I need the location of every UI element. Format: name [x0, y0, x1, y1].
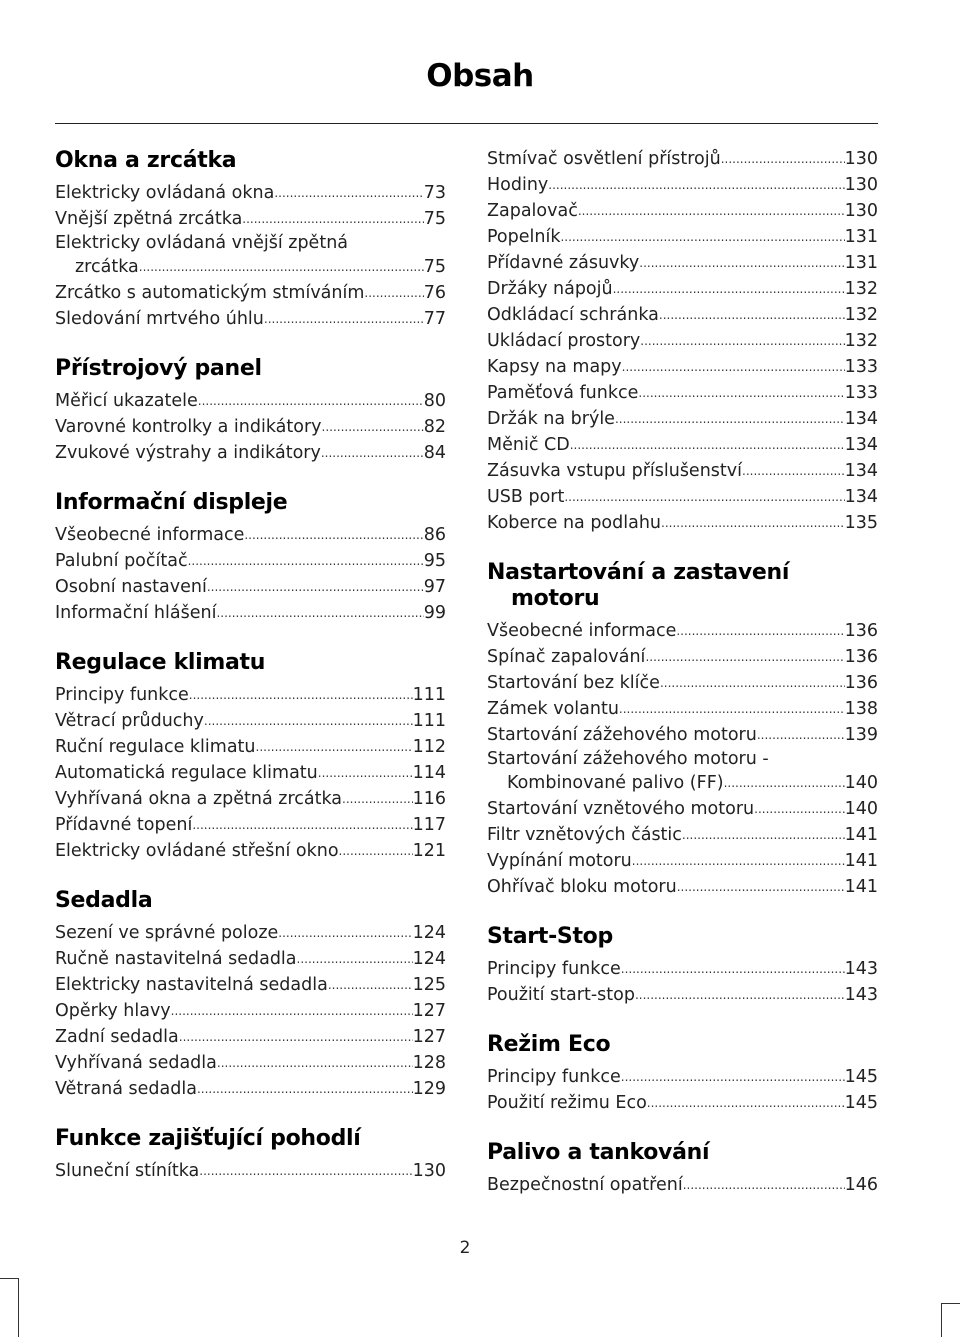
toc-entry[interactable]: [487, 172, 878, 198]
toc-entry-page: 135: [844, 513, 878, 533]
toc-section: [55, 140, 446, 332]
toc-entry-page: 111: [412, 711, 446, 731]
toc-entry[interactable]: [55, 812, 446, 838]
toc-entry-label: Přídavné topení: [55, 815, 193, 835]
section-heading-text: Funkce zajišťující pohodlí: [55, 1126, 361, 1151]
toc-entry[interactable]: [487, 770, 878, 796]
toc-entry-page: 130: [844, 175, 878, 195]
toc-entry[interactable]: [55, 414, 446, 440]
toc-entry-label: Měřicí ukazatele: [55, 391, 198, 411]
toc-section: [55, 642, 446, 864]
toc-entry[interactable]: [55, 1050, 446, 1076]
toc-entry[interactable]: [487, 380, 878, 406]
toc-entry-page: 131: [844, 253, 878, 273]
dot-leader: [179, 1027, 413, 1047]
toc-entry-page: 111: [412, 685, 446, 705]
toc-entry-label: Osobní nastavení: [55, 577, 207, 597]
toc-entry[interactable]: [487, 302, 878, 328]
toc-entry-page: 77: [423, 309, 446, 329]
toc-entry-label: Startování bez klíče: [487, 673, 660, 693]
toc-entry-page: 125: [412, 975, 446, 995]
toc-entry-page: 132: [844, 279, 878, 299]
toc-entry-page: 116: [412, 789, 446, 809]
toc-entry-page: 130: [412, 1161, 446, 1181]
toc-entry-page: 86: [423, 525, 446, 545]
toc-entry-label: Ručně nastavitelná sedadla: [55, 949, 297, 969]
section-heading-text: Palivo a tankování: [487, 1140, 710, 1165]
toc-entry-label: Popelník: [487, 227, 561, 247]
dot-leader: [189, 685, 413, 705]
toc-entry-page: 121: [412, 841, 446, 861]
toc-entry-page: 140: [844, 799, 878, 819]
toc-entry-label: zrcátka: [75, 257, 139, 277]
dot-leader: [659, 305, 845, 325]
toc-entry[interactable]: [55, 760, 446, 786]
dot-leader: [342, 789, 413, 809]
toc-entry[interactable]: [487, 510, 878, 536]
toc-entry[interactable]: [487, 982, 878, 1008]
toc-entry-multiline[interactable]: [55, 232, 446, 280]
toc-entry[interactable]: [55, 998, 446, 1024]
page-title: Obsah: [426, 58, 534, 94]
toc-entry-label: Zásuvka vstupu příslušenství: [487, 461, 742, 481]
dot-leader: [638, 383, 844, 403]
dot-leader: [244, 525, 423, 545]
dot-leader: [197, 1079, 413, 1099]
toc-entry[interactable]: [487, 224, 878, 250]
dot-leader: [564, 487, 844, 507]
toc-entry[interactable]: [487, 670, 878, 696]
dot-leader: [645, 647, 844, 667]
dot-leader: [328, 975, 413, 995]
toc-entry-label: Palubní počítač: [55, 551, 188, 571]
toc-section: [55, 348, 446, 466]
toc-entry[interactable]: [487, 796, 878, 822]
toc-entry-page: 112: [412, 737, 446, 757]
dot-leader: [278, 923, 412, 943]
section-heading: [487, 916, 878, 956]
toc-entry-page: 80: [423, 391, 446, 411]
toc-entry-page: 127: [412, 1027, 446, 1047]
crop-mark-bottom-right-vertical: [941, 1303, 942, 1337]
toc-entry-page: 143: [844, 985, 878, 1005]
toc-entry-page: 141: [844, 851, 878, 871]
toc-entry[interactable]: [487, 250, 878, 276]
toc-entry-label: Vnější zpětná zrcátka: [55, 209, 243, 229]
toc-entry[interactable]: [55, 574, 446, 600]
toc-entry-label: Všeobecné informace: [55, 525, 245, 545]
toc-entry[interactable]: [55, 920, 446, 946]
toc-section: [55, 880, 446, 1102]
toc-entry-label: Zadní sedadla: [55, 1027, 179, 1047]
toc-entry[interactable]: [55, 388, 446, 414]
toc-entry-page: 130: [844, 149, 878, 169]
toc-entry[interactable]: [55, 306, 446, 332]
toc-entry[interactable]: [487, 432, 878, 458]
toc-entry[interactable]: [487, 1064, 878, 1090]
toc-entry[interactable]: [487, 822, 878, 848]
toc-entry-page: 76: [423, 283, 446, 303]
toc-left-column: [55, 140, 446, 1200]
toc-entry-label: Ohřívač bloku motoru: [487, 877, 677, 897]
section-heading: [55, 642, 446, 682]
dot-leader: [632, 851, 845, 871]
dot-leader: [635, 985, 845, 1005]
toc-entry-page: 136: [844, 621, 878, 641]
toc-entry-page: 75: [423, 257, 446, 277]
toc-entry-label: Vyhřívaná sedadla: [55, 1053, 217, 1073]
toc-entry[interactable]: [55, 1024, 446, 1050]
toc-entry-page: 97: [423, 577, 446, 597]
toc-entry-page: 129: [412, 1079, 446, 1099]
toc-entry[interactable]: [487, 1090, 878, 1116]
toc-entry-page: 139: [844, 725, 878, 745]
toc-entry[interactable]: [55, 708, 446, 734]
dot-leader: [171, 1001, 413, 1021]
toc-entry[interactable]: [55, 522, 446, 548]
dot-leader: [199, 1161, 412, 1181]
toc-entry[interactable]: [487, 484, 878, 510]
toc-entry-label: Opěrky hlavy: [55, 1001, 171, 1021]
toc-entry[interactable]: [55, 206, 446, 232]
toc-entry-label: Větrací průduchy: [55, 711, 204, 731]
toc-entry[interactable]: [487, 618, 878, 644]
toc-entry-label: Kombinované palivo (FF): [507, 773, 724, 793]
dot-leader: [139, 257, 424, 277]
toc-entry-label: Ruční regulace klimatu: [55, 737, 256, 757]
toc-entry-page: 143: [844, 959, 878, 979]
toc-entry-page: 134: [844, 487, 878, 507]
toc-entry[interactable]: [55, 734, 446, 760]
dot-leader: [192, 815, 412, 835]
dot-leader: [339, 841, 413, 861]
toc-entry[interactable]: [55, 972, 446, 998]
dot-leader: [570, 435, 845, 455]
section-heading: [487, 1024, 878, 1064]
section-heading-text: Nastartování a zastavení: [487, 560, 790, 585]
toc-entry-label: Držák na brýle: [487, 409, 615, 429]
toc-entry-label: Držáky nápojů: [487, 279, 613, 299]
dot-leader: [619, 699, 845, 719]
toc-entry-page: 99: [423, 603, 446, 623]
toc-entry-label: Použití start-stop: [487, 985, 635, 1005]
toc-entry-label: Startování zážehového motoru -: [487, 749, 769, 769]
toc-entry-multiline[interactable]: [487, 748, 878, 796]
toc-entry-page: 132: [844, 305, 878, 325]
toc-entry-label: Ukládací prostory: [487, 331, 641, 351]
toc-entry-label: Principy funkce: [487, 959, 621, 979]
toc-entry-label: Koberce na podlahu: [487, 513, 662, 533]
toc-entry-page: 131: [844, 227, 878, 247]
toc-entry-label: Paměťová funkce: [487, 383, 639, 403]
toc-entry-page: 130: [844, 201, 878, 221]
toc-entry-page: 145: [844, 1093, 878, 1113]
dot-leader: [204, 711, 413, 731]
toc-entry-label: Hodiny: [487, 175, 549, 195]
toc-entry-label: Zapalovač: [487, 201, 578, 221]
toc-entry[interactable]: [55, 254, 446, 280]
section-heading: [487, 1132, 878, 1172]
dot-leader: [198, 391, 424, 411]
dot-leader: [188, 551, 424, 571]
toc-entry[interactable]: [55, 946, 446, 972]
toc-entry-label: Sledování mrtvého úhlu: [55, 309, 264, 329]
toc-entry[interactable]: [487, 276, 878, 302]
toc-entry-page: 124: [412, 949, 446, 969]
toc-entry[interactable]: [55, 1158, 446, 1184]
toc-entry-label: Stmívač osvětlení přístrojů: [487, 149, 721, 169]
dot-leader: [274, 183, 423, 203]
section-heading-text: Sedadla: [55, 888, 153, 913]
toc-entry-page: 134: [844, 409, 878, 429]
toc-entry-label: Elektricky ovládaná vnější zpětná: [55, 233, 349, 253]
dot-leader: [683, 1175, 845, 1195]
crop-mark-bottom-right-horizontal: [941, 1303, 960, 1304]
toc-entry-label: Principy funkce: [487, 1067, 621, 1087]
dot-leader: [724, 773, 845, 793]
dot-leader: [321, 443, 424, 463]
toc-entry-page: 140: [844, 773, 878, 793]
toc-entry[interactable]: [487, 696, 878, 722]
toc-entry-page: 145: [844, 1067, 878, 1087]
dot-leader: [207, 577, 424, 597]
toc-entry[interactable]: [55, 280, 446, 306]
toc-entry-page: 95: [423, 551, 446, 571]
toc-section: [487, 1024, 878, 1116]
toc-entry-label: Spínač zapalování: [487, 647, 646, 667]
section-heading: [55, 1118, 446, 1158]
toc-entry[interactable]: [55, 548, 446, 574]
toc-entry-label: Principy funkce: [55, 685, 189, 705]
toc-entry[interactable]: [487, 956, 878, 982]
toc-entry-page: 136: [844, 673, 878, 693]
toc-entry-label: Kapsy na mapy: [487, 357, 622, 377]
dot-leader: [318, 763, 413, 783]
dot-leader: [742, 461, 845, 481]
dot-leader: [661, 513, 845, 533]
dot-leader: [297, 949, 413, 969]
dot-leader: [256, 737, 413, 757]
toc-entry-label: Měnič CD: [487, 435, 570, 455]
toc-entry[interactable]: [487, 198, 878, 224]
section-heading-text: Informační displeje: [55, 490, 288, 515]
toc-entry-page: 127: [412, 1001, 446, 1021]
toc-entry[interactable]: [487, 1172, 878, 1198]
toc-entry-label: USB port: [487, 487, 565, 507]
dot-leader: [677, 877, 845, 897]
toc-entry-page: 124: [412, 923, 446, 943]
toc-entry-label: Sluneční stínítka: [55, 1161, 200, 1181]
toc-entry[interactable]: [487, 328, 878, 354]
dot-leader: [682, 825, 845, 845]
toc-entry-label: Sezení ve správné poloze: [55, 923, 279, 943]
dot-leader: [621, 1067, 845, 1087]
dot-leader: [676, 621, 844, 641]
toc-entry-label: Vyhřívaná okna a zpětná zrcátka: [55, 789, 343, 809]
section-heading-continuation: motoru: [511, 586, 600, 611]
toc-entry-page: 84: [423, 443, 446, 463]
toc-entry-label: Elektricky nastavitelná sedadla: [55, 975, 328, 995]
toc-entry[interactable]: [55, 1076, 446, 1102]
toc-entry-label: Startování vznětového motoru: [487, 799, 755, 819]
dot-leader: [615, 409, 845, 429]
toc-section: [487, 552, 878, 900]
dot-leader: [560, 227, 844, 247]
section-heading: [55, 348, 446, 388]
toc-entry-label: Automatická regulace klimatu: [55, 763, 318, 783]
toc-entry-page: 136: [844, 647, 878, 667]
toc-entry-page: 134: [844, 461, 878, 481]
toc-entry[interactable]: [487, 874, 878, 900]
section-heading-text: Start-Stop: [487, 924, 613, 949]
section-heading-text: Přístrojový panel: [55, 356, 262, 381]
toc-entry-label: Použití režimu Eco: [487, 1093, 647, 1113]
toc-entry-page: 117: [412, 815, 446, 835]
toc-entry[interactable]: [55, 786, 446, 812]
toc-entry[interactable]: [55, 180, 446, 206]
dot-leader: [264, 309, 424, 329]
section-heading: [55, 140, 446, 180]
toc-entry-label: Odkládací schránka: [487, 305, 659, 325]
toc-section: [55, 482, 446, 626]
toc-entry[interactable]: [487, 722, 878, 748]
toc-entry-page: 75: [423, 209, 446, 229]
toc-entry-label: Elektricky ovládané střešní okno: [55, 841, 339, 861]
toc-right-column: [487, 140, 878, 1214]
dot-leader: [660, 673, 845, 693]
dot-leader: [216, 603, 423, 623]
toc-entry-page: 132: [844, 331, 878, 351]
dot-leader: [578, 201, 845, 221]
toc-entry-page: 133: [844, 383, 878, 403]
toc-entry[interactable]: [55, 600, 446, 626]
toc-entry-label: Filtr vznětových částic: [487, 825, 682, 845]
toc-entry[interactable]: [55, 838, 446, 864]
toc-entry-label: Startování zážehového motoru: [487, 725, 757, 745]
section-heading: [487, 552, 878, 618]
toc-entry-label: Varovné kontrolky a indikátory: [55, 417, 322, 437]
dot-leader: [548, 175, 844, 195]
toc-section: [55, 1118, 446, 1184]
toc-entry-label: Vypínání motoru: [487, 851, 632, 871]
toc-entry-page: 141: [844, 877, 878, 897]
toc-entry[interactable]: [487, 458, 878, 484]
toc-section: [487, 1132, 878, 1198]
toc-entry-page: 134: [844, 435, 878, 455]
toc-entry-label: Informační hlášení: [55, 603, 217, 623]
page-number: 2: [459, 1238, 471, 1258]
section-heading-text: Režim Eco: [487, 1032, 611, 1057]
crop-mark-bottom-left-horizontal: [0, 1278, 19, 1279]
dot-leader: [721, 149, 845, 169]
dot-leader: [217, 1053, 413, 1073]
toc-entry-label: Větraná sedadla: [55, 1079, 197, 1099]
toc-entry-page: 146: [844, 1175, 878, 1195]
toc-entry-label: Zvukové výstrahy a indikátory: [55, 443, 321, 463]
section-heading: [55, 880, 446, 920]
toc-entry[interactable]: [487, 354, 878, 380]
toc-entry[interactable]: [55, 440, 446, 466]
toc-section: [487, 140, 878, 536]
section-heading-text: Regulace klimatu: [55, 650, 266, 675]
dot-leader: [754, 799, 844, 819]
dot-leader: [639, 253, 844, 273]
toc-entry-page: 114: [412, 763, 446, 783]
toc-section: [487, 916, 878, 1008]
dot-leader: [647, 1093, 845, 1113]
dot-leader: [364, 283, 423, 303]
toc-entry-page: 141: [844, 825, 878, 845]
toc-entry-label: Zrcátko s automatickým stmíváním: [55, 283, 365, 303]
header-divider: [55, 123, 878, 124]
toc-entry-label: Všeobecné informace: [487, 621, 677, 641]
dot-leader: [621, 959, 845, 979]
dot-leader: [757, 725, 845, 745]
toc-entry-page: 82: [423, 417, 446, 437]
toc-entry[interactable]: [487, 406, 878, 432]
toc-entry[interactable]: [487, 848, 878, 874]
toc-entry-page: 133: [844, 357, 878, 377]
dot-leader: [613, 279, 845, 299]
toc-entry-page: 128: [412, 1053, 446, 1073]
dot-leader: [242, 209, 423, 229]
toc-entry[interactable]: [55, 682, 446, 708]
crop-mark-bottom-left-vertical: [18, 1278, 19, 1337]
section-heading-text: Okna a zrcátka: [55, 148, 237, 173]
dot-leader: [622, 357, 845, 377]
toc-entry-label: Bezpečnostní opatření: [487, 1175, 683, 1195]
dot-leader: [640, 331, 844, 351]
dot-leader: [322, 417, 424, 437]
toc-entry-label: Elektricky ovládaná okna: [55, 183, 275, 203]
section-heading: [55, 482, 446, 522]
toc-entry-label: Přídavné zásuvky: [487, 253, 640, 273]
toc-entry-label: Zámek volantu: [487, 699, 619, 719]
toc-entry[interactable]: [487, 644, 878, 670]
toc-entry[interactable]: [487, 146, 878, 172]
toc-entry-page: 73: [423, 183, 446, 203]
toc-entry-page: 138: [844, 699, 878, 719]
